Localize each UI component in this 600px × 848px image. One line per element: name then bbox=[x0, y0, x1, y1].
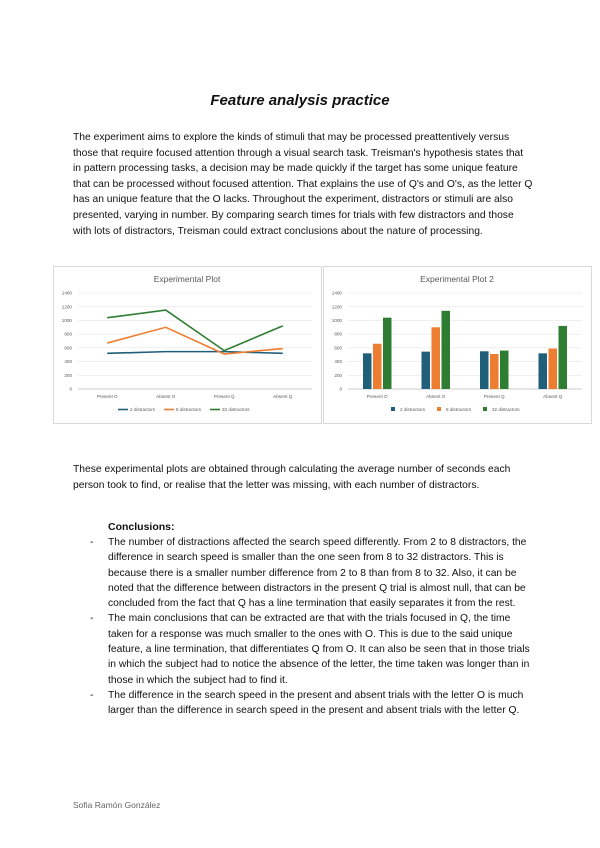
y-tick-label: 1000 bbox=[61, 318, 72, 324]
conclusion-item bbox=[90, 535, 532, 611]
x-tick-label: Absent O bbox=[156, 394, 176, 399]
legend-swatch bbox=[483, 407, 487, 411]
legend-label: 2 distractors bbox=[130, 407, 156, 412]
bar bbox=[422, 352, 431, 389]
y-tick-label: 1400 bbox=[331, 290, 342, 296]
x-tick-label: Absent Q bbox=[543, 394, 563, 399]
x-tick-label: Present Q bbox=[483, 394, 505, 399]
bullet-marker: - bbox=[90, 689, 94, 701]
y-tick-label: 1200 bbox=[331, 304, 342, 310]
y-tick-label: 800 bbox=[334, 331, 342, 337]
bar bbox=[480, 351, 489, 389]
bar-chart-panel bbox=[323, 266, 592, 424]
bar bbox=[432, 327, 441, 389]
bar bbox=[373, 344, 382, 389]
y-tick-label: 400 bbox=[64, 359, 72, 365]
conclusion-text: The difference in the search speed in the present and absent trials with the letter O is much larger than the difference in search speed in the present and absent trials with the letter Q. bbox=[108, 689, 524, 717]
series-line bbox=[107, 310, 283, 350]
conclusion-text: The main conclusions that can be extracted are that with the trials focused in Q, the time taken for a response was much smaller to the ones with O. This is due to the said unique feature, a line termination, that differentiates Q from O. It can also be seen that in those trials in which the subject had to notice the absence of the letter, the time taken was longer than in those in which the subject had to find it. bbox=[108, 613, 530, 686]
y-tick-label: 0 bbox=[339, 386, 342, 392]
y-tick-label: 1200 bbox=[61, 304, 72, 310]
legend-label: 8 distractors bbox=[446, 407, 472, 412]
intro-paragraph: The experiment aims to explore the kinds of stimuli that may be processed preattentively versus those that require focused attention through a visual search task. Treisman's hypothesis states that in pattern processing tasks, a decision may be made quickly if the target has some unique feature that can be processed without focused attention. That explains the use of Q's and O's, as the letter Q has an unique feature that the O lacks. Throughout the experiment, distractors or stimuli are also presented, varying in number. By comparing search times for trials with few distractors and those with lots of distractors, Treisman could extract conclusions about the nature of processing. bbox=[73, 132, 533, 237]
y-tick-label: 200 bbox=[64, 372, 72, 378]
y-tick-label: 600 bbox=[64, 345, 72, 351]
bar bbox=[539, 353, 548, 389]
series-line bbox=[107, 352, 283, 354]
bar bbox=[490, 354, 499, 389]
y-tick-label: 1000 bbox=[331, 318, 342, 324]
page-title: Feature analysis practice bbox=[210, 92, 390, 109]
line-chart bbox=[54, 267, 321, 423]
bar bbox=[559, 326, 568, 389]
x-tick-label: Present O bbox=[96, 394, 118, 399]
chart-title: Experimental Plot bbox=[153, 274, 221, 284]
y-tick-label: 1400 bbox=[61, 290, 72, 296]
y-tick-label: 800 bbox=[64, 331, 72, 337]
line-chart-panel bbox=[53, 266, 322, 424]
bar bbox=[442, 311, 451, 389]
conclusion-text: The number of distractions affected the search speed differently. From 2 to 8 distractors, the difference in search speed is smaller than the one seen from 8 to 32 distractors. This is because there is a smaller number difference from 2 to 8 than from 8 to 32. Also, it can be noted that the difference between distractors in the present Q trial is almost null, that can be concluded from the fact that Q has a line termination that easily separates it from the rest. bbox=[108, 537, 527, 610]
bar bbox=[363, 353, 372, 389]
bar bbox=[383, 318, 392, 389]
legend-label: 8 distractors bbox=[176, 407, 202, 412]
bullet-marker: - bbox=[90, 613, 94, 625]
x-tick-label: Absent O bbox=[426, 394, 446, 399]
y-tick-label: 0 bbox=[69, 386, 72, 392]
legend-label: 32 distractors bbox=[492, 407, 520, 412]
y-tick-label: 600 bbox=[334, 345, 342, 351]
x-tick-label: Present O bbox=[366, 394, 388, 399]
bar bbox=[500, 351, 509, 389]
author-footer: Sofia Ramón González bbox=[73, 800, 161, 810]
legend-swatch bbox=[437, 407, 441, 411]
chart-title: Experimental Plot 2 bbox=[420, 274, 494, 284]
y-tick-label: 200 bbox=[334, 372, 342, 378]
y-tick-label: 400 bbox=[334, 359, 342, 365]
legend-swatch bbox=[391, 407, 395, 411]
legend-label: 2 distractors bbox=[400, 407, 426, 412]
conclusions-heading: Conclusions: bbox=[108, 521, 175, 533]
conclusion-item bbox=[90, 611, 532, 687]
x-tick-label: Absent Q bbox=[273, 394, 293, 399]
bar-chart bbox=[324, 267, 591, 423]
bullet-marker: - bbox=[90, 537, 94, 548]
conclusions-list bbox=[90, 535, 532, 719]
bar bbox=[549, 349, 558, 389]
legend-label: 32 distractors bbox=[222, 407, 250, 412]
x-tick-label: Present Q bbox=[213, 394, 235, 399]
plots-note-paragraph: These experimental plots are obtained through calculating the average number of seconds each person took to find, or realise that the letter was missing, with each number of distractors. bbox=[73, 464, 511, 491]
conclusion-item bbox=[90, 688, 532, 719]
